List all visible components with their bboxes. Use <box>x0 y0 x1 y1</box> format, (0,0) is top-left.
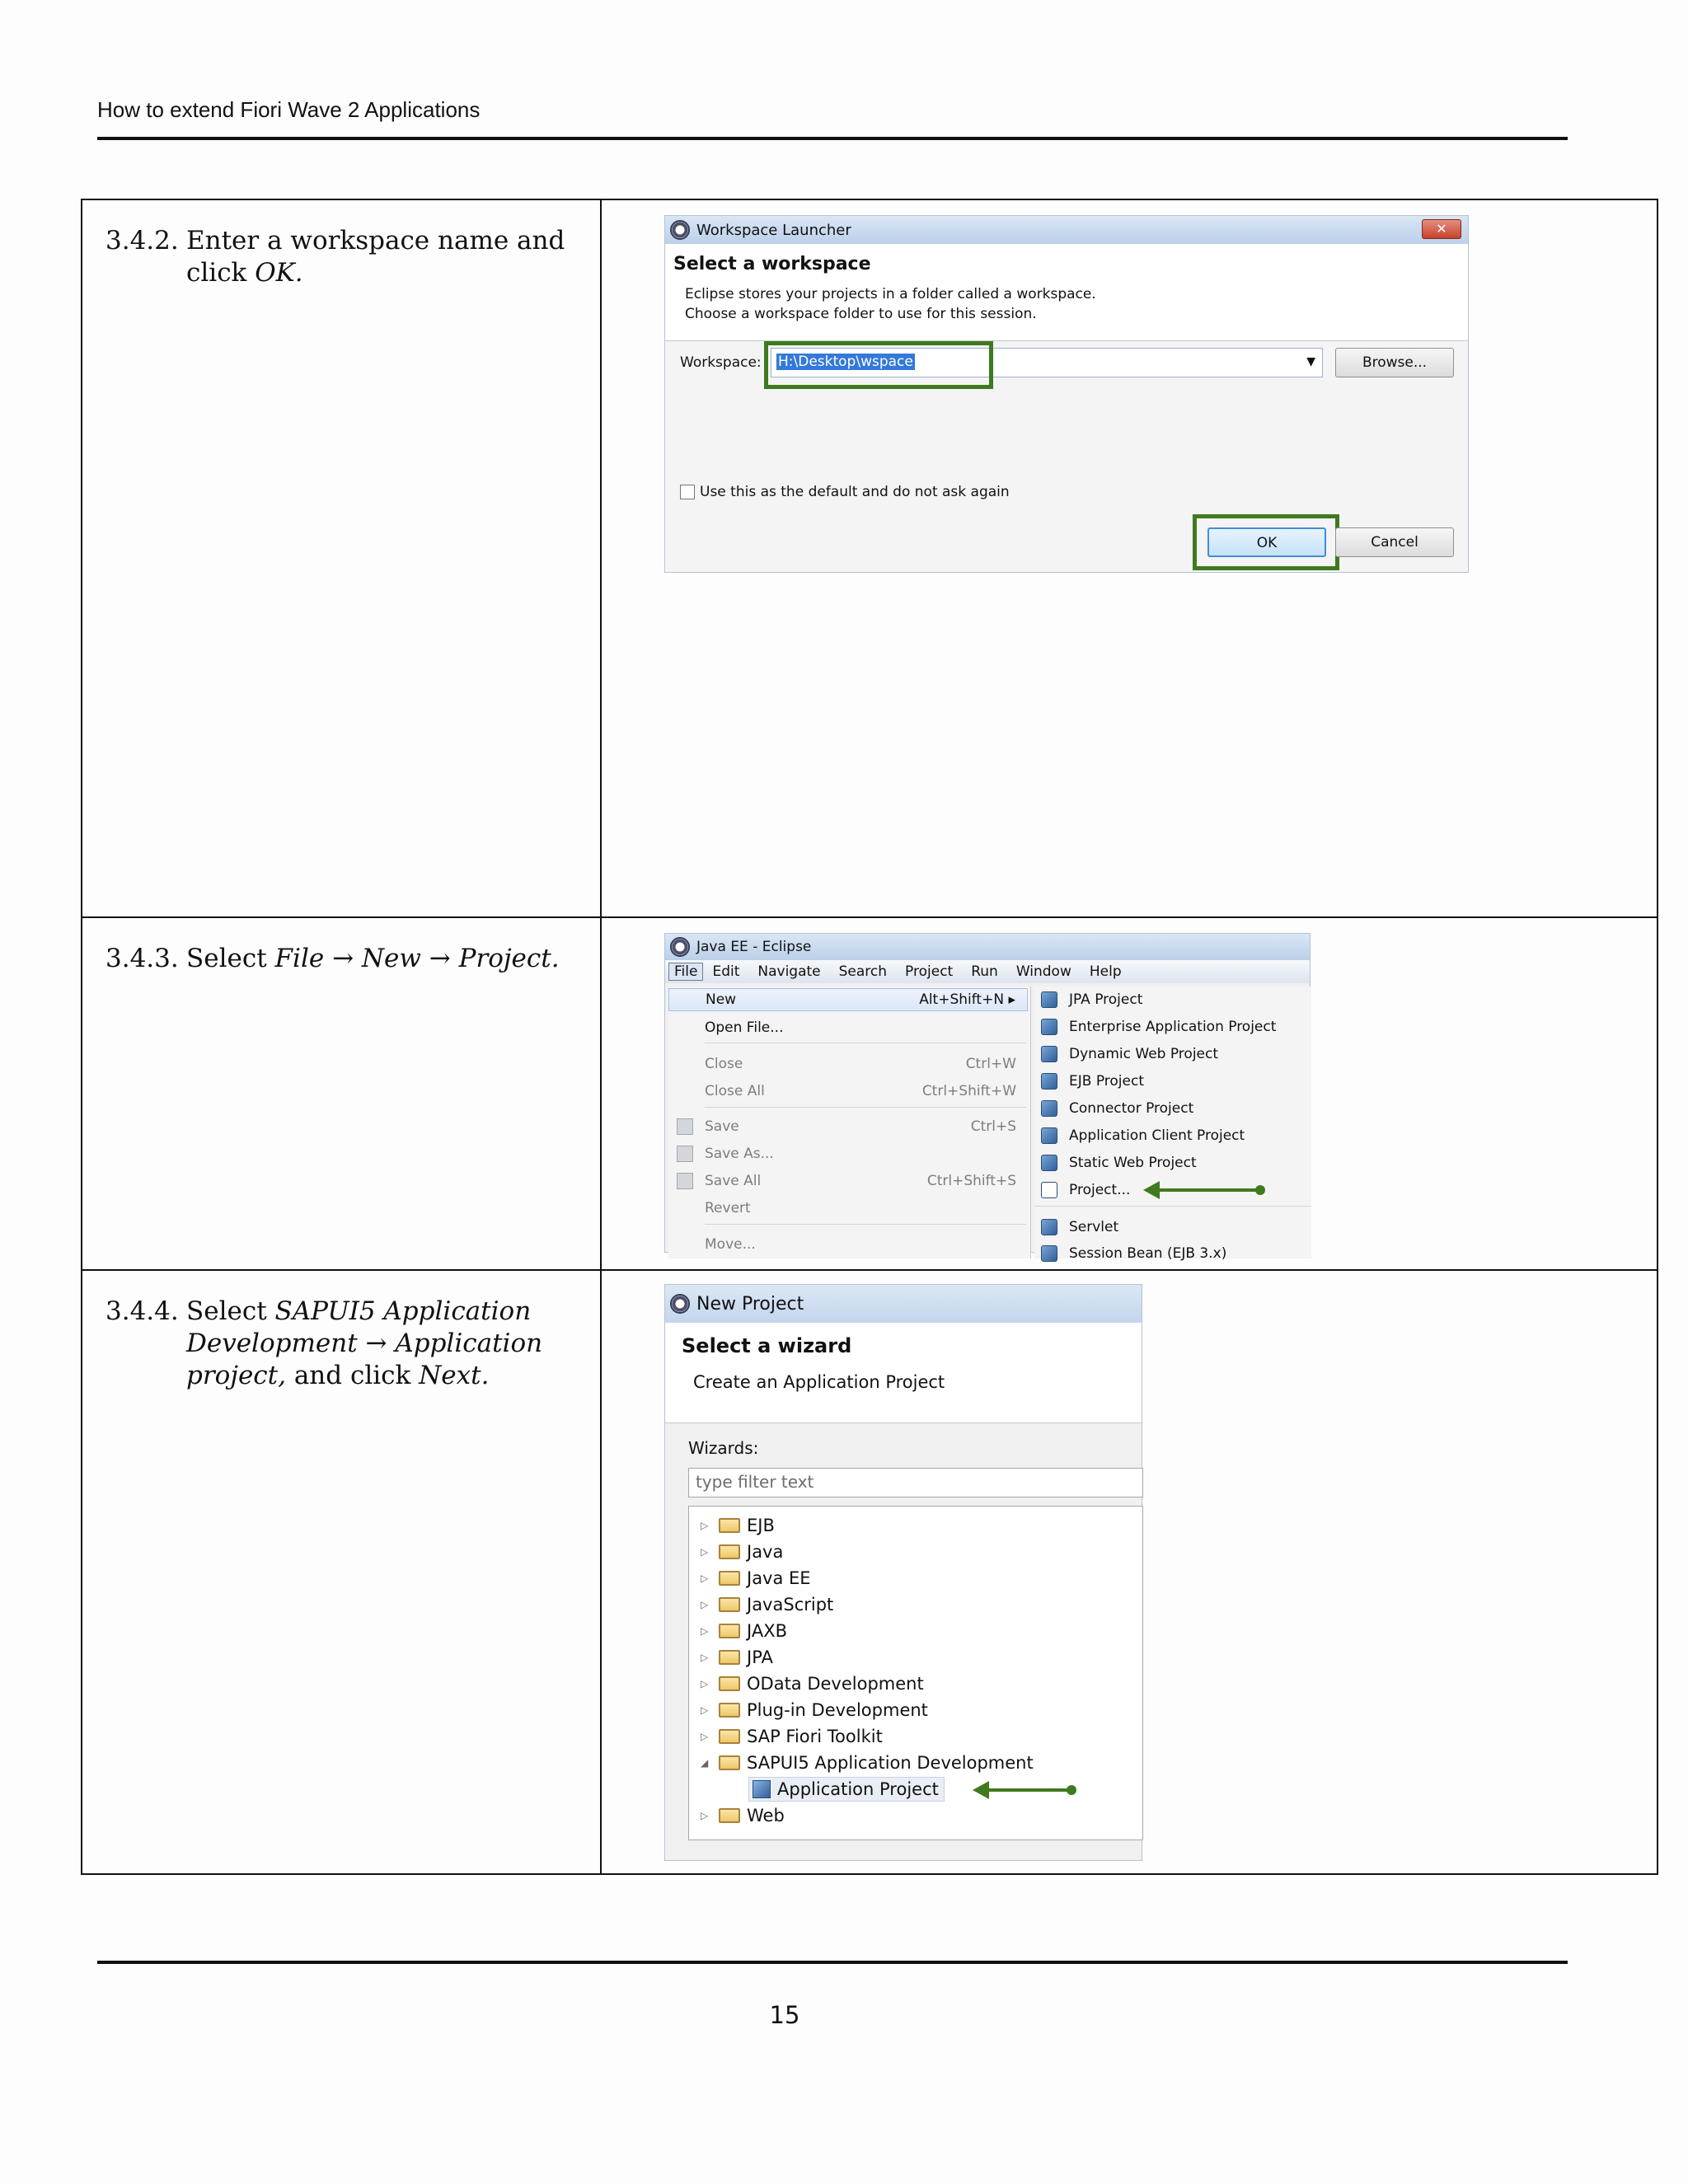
menu-item-save[interactable] <box>668 1115 1028 1138</box>
step-description <box>82 917 601 1270</box>
menu-item-label: Open File... <box>705 1019 784 1036</box>
submenu-item-label: Session Bean (EJB 3.x) <box>1069 1245 1227 1262</box>
wizard-tree <box>688 1506 1143 1840</box>
menu-help[interactable]: Help <box>1089 963 1122 980</box>
submenu-item-label: Servlet <box>1069 1219 1119 1235</box>
step-emphasis: OK. <box>255 258 303 288</box>
project-icon <box>1041 1019 1057 1035</box>
submenu-item-app-client-project[interactable] <box>1034 1124 1245 1147</box>
tree-item-label: Plug-in Development <box>747 1700 928 1720</box>
dialog-heading: Select a workspace <box>673 254 871 274</box>
step-emphasis: Next. <box>419 1361 490 1390</box>
menu-item-label: Close All <box>705 1083 765 1099</box>
tree-item-label: EJB <box>747 1516 775 1535</box>
collapse-icon[interactable]: ◢ <box>701 1757 709 1769</box>
submenu-item-label: Enterprise Application Project <box>1069 1019 1277 1035</box>
submenu-item-ejb-project[interactable] <box>1034 1070 1144 1093</box>
menu-item-shortcut: Ctrl+W <box>965 1056 1016 1072</box>
step-row <box>82 199 1658 917</box>
menu-project[interactable]: Project <box>905 963 954 980</box>
dialog-description-2: Choose a workspace folder to use for this session. <box>685 306 1037 322</box>
default-checkbox[interactable] <box>680 485 695 499</box>
submenu-item-dynamic-web-project[interactable] <box>1034 1043 1218 1066</box>
tree-item-application-project[interactable] <box>748 1777 945 1802</box>
menu-file[interactable]: File <box>668 963 703 981</box>
eclipse-icon <box>670 1294 690 1314</box>
project-icon <box>1041 1155 1057 1171</box>
page-number: 15 <box>769 2001 800 2029</box>
tree-item-label: OData Development <box>747 1674 924 1694</box>
menu-item-label: Move... <box>705 1236 756 1253</box>
expand-icon[interactable]: ▷ <box>701 1678 709 1690</box>
tree-item-odata-development[interactable] <box>701 1671 924 1696</box>
arrow-glyph: → <box>357 1329 396 1358</box>
step-row <box>82 1270 1658 1874</box>
expand-icon[interactable]: ▷ <box>701 1731 709 1742</box>
tree-item-ejb[interactable] <box>701 1513 775 1538</box>
menu-window[interactable]: Window <box>1015 963 1071 980</box>
workspace-launcher-dialog <box>664 215 1469 573</box>
submenu-item-static-web-project[interactable] <box>1034 1151 1197 1174</box>
submenu-item-label: JPA Project <box>1069 991 1143 1008</box>
folder-open-icon <box>719 1755 740 1770</box>
step-text: Enter a workspace name and click <box>186 226 565 288</box>
dialog-description-1: Eclipse stores your projects in a folder called a workspace. <box>685 286 1096 302</box>
submenu-item-servlet[interactable] <box>1034 1216 1118 1239</box>
application-project-icon <box>753 1780 771 1798</box>
steps-table <box>81 199 1658 1875</box>
menu-item-label: New <box>706 991 737 1008</box>
expand-icon[interactable]: ▷ <box>701 1572 709 1584</box>
eclipse-window <box>664 933 1311 1262</box>
tree-item-jpa[interactable] <box>701 1645 773 1670</box>
menu-item-label: Save All <box>705 1173 762 1189</box>
tree-item-plugin-development[interactable] <box>701 1698 928 1722</box>
expand-icon[interactable]: ▷ <box>701 1599 709 1610</box>
submenu-item-label: EJB Project <box>1069 1073 1144 1090</box>
dialog-heading: Select a wizard <box>682 1334 852 1357</box>
close-button[interactable]: ✕ <box>1422 219 1461 239</box>
servlet-icon <box>1041 1219 1057 1235</box>
ok-highlight-box <box>1193 514 1339 570</box>
submenu-item-session-bean[interactable] <box>1034 1242 1226 1265</box>
submenu-item-label: Connector Project <box>1069 1100 1194 1117</box>
tree-item-label: JavaScript <box>747 1595 834 1615</box>
workspace-label: Workspace: <box>680 354 762 371</box>
eclipse-icon <box>670 937 690 957</box>
step-emphasis: SAPUI5 Application Development <box>186 1296 532 1358</box>
eclipse-icon <box>670 220 690 240</box>
dialog-subheading: Create an Application Project <box>693 1372 945 1392</box>
project-icon <box>1041 1182 1057 1198</box>
submenu-item-label: Static Web Project <box>1069 1155 1197 1171</box>
step-row <box>82 917 1658 1270</box>
tree-item-label: SAPUI5 Application Development <box>747 1753 1034 1773</box>
step-emphasis: Application project, <box>186 1329 543 1390</box>
page-header-title: How to extend Fiori Wave 2 Applications <box>97 97 481 122</box>
folder-icon <box>719 1544 740 1559</box>
tree-item-sapui5-app-development[interactable] <box>701 1750 1034 1775</box>
step-emphasis: Project. <box>458 944 560 973</box>
step-text: and click <box>285 1361 420 1390</box>
wizards-label: Wizards: <box>688 1438 759 1458</box>
tree-item-label: SAP Fiori Toolkit <box>747 1727 883 1746</box>
folder-icon <box>719 1518 740 1533</box>
bean-icon <box>1041 1245 1057 1262</box>
folder-icon <box>719 1808 740 1823</box>
submenu-item-jpa-project[interactable] <box>1034 988 1142 1011</box>
new-submenu <box>1034 987 1311 1262</box>
tree-item-jaxb[interactable] <box>701 1619 787 1643</box>
submenu-item-label: Dynamic Web Project <box>1069 1046 1219 1062</box>
submenu-item-enterprise-app-project[interactable] <box>1034 1015 1276 1038</box>
expand-icon[interactable]: ▷ <box>701 1652 709 1663</box>
project-icon <box>1041 1100 1057 1117</box>
menu-item-shortcut: Ctrl+Shift+S <box>926 1173 1016 1189</box>
menu-item-open-file[interactable] <box>668 1016 1028 1039</box>
tree-item-label: JPA <box>747 1647 773 1667</box>
file-menu <box>668 987 1031 1258</box>
step-description <box>82 1270 601 1874</box>
workspace-highlight-box <box>764 341 993 389</box>
menu-item-close[interactable] <box>668 1052 1028 1076</box>
menu-item-shortcut: Ctrl+S <box>970 1118 1016 1135</box>
menu-item-shortcut: Ctrl+Shift+W <box>921 1083 1016 1099</box>
menu-separator <box>705 1224 1026 1225</box>
step-text: Select <box>186 1296 275 1326</box>
folder-icon <box>719 1571 740 1586</box>
folder-icon <box>719 1650 740 1665</box>
step-emphasis: New <box>361 944 421 973</box>
browse-button[interactable]: Browse... <box>1335 348 1454 377</box>
menu-item-label: Save As... <box>705 1146 774 1162</box>
project-icon <box>1041 1073 1057 1090</box>
ok-button[interactable]: OK <box>1207 527 1326 557</box>
menu-item-move[interactable] <box>668 1233 1028 1256</box>
folder-icon <box>719 1597 740 1612</box>
expand-icon[interactable]: ▷ <box>701 1704 709 1716</box>
workspace-input-value[interactable]: H:\Desktop\wspace <box>778 354 913 370</box>
tree-item-label: Web <box>747 1806 785 1825</box>
window-title: Java EE - Eclipse <box>696 939 812 955</box>
pointer-arrow-icon <box>1158 1188 1262 1192</box>
project-icon <box>1041 991 1057 1008</box>
menu-item-label: Close <box>705 1056 743 1072</box>
menu-item-save-as[interactable] <box>668 1142 1028 1165</box>
menu-item-shortcut: Alt+Shift+N ▸ <box>919 991 1015 1008</box>
cancel-button[interactable]: Cancel <box>1335 527 1454 557</box>
menu-item-save-all[interactable] <box>668 1169 1028 1193</box>
menu-navigate[interactable]: Navigate <box>757 963 821 980</box>
expand-icon[interactable]: ▷ <box>701 1625 709 1637</box>
menu-separator <box>1034 1206 1311 1207</box>
dialog-title: Workspace Launcher <box>696 221 851 239</box>
submenu-item-label: Project... <box>1069 1182 1131 1198</box>
step-emphasis: File <box>274 944 325 973</box>
project-icon <box>1041 1046 1057 1062</box>
tree-item-web[interactable] <box>701 1803 785 1828</box>
submenu-item-label: Application Client Project <box>1069 1127 1245 1144</box>
expand-icon[interactable]: ▷ <box>701 1810 709 1821</box>
submenu-item-connector-project[interactable] <box>1034 1097 1193 1120</box>
tree-item-label: JAXB <box>747 1621 787 1641</box>
filter-input[interactable]: type filter text <box>688 1468 1143 1497</box>
menu-edit[interactable]: Edit <box>712 963 740 980</box>
step-number: 3.4.4. <box>106 1296 179 1326</box>
expand-icon[interactable]: ▷ <box>701 1546 709 1558</box>
expand-icon[interactable]: ▷ <box>701 1520 709 1531</box>
step-text: Select <box>186 944 275 973</box>
tree-item-java[interactable] <box>701 1540 783 1564</box>
folder-icon <box>719 1676 740 1691</box>
menu-run[interactable]: Run <box>971 963 998 980</box>
step-number: 3.4.3. <box>106 944 179 973</box>
menu-item-label: Save <box>705 1118 739 1135</box>
step-number: 3.4.2. <box>106 226 179 255</box>
dialog-title: New Project <box>696 1293 804 1315</box>
step-screenshot <box>601 199 1658 917</box>
arrow-glyph: → <box>420 944 459 973</box>
step-description <box>82 199 601 917</box>
dropdown-arrow-icon[interactable]: ▼ <box>1306 355 1315 368</box>
folder-icon <box>719 1729 740 1744</box>
menu-item-new[interactable] <box>668 988 1028 1011</box>
tree-item-java-ee[interactable] <box>701 1566 811 1591</box>
menu-item-label: Revert <box>705 1200 751 1216</box>
submenu-item-project[interactable] <box>1034 1179 1130 1202</box>
tree-item-label: Java EE <box>747 1568 811 1588</box>
folder-icon <box>719 1624 740 1638</box>
step-screenshot <box>601 917 1658 1270</box>
tree-item-label: Java <box>747 1542 784 1562</box>
project-icon <box>1041 1127 1057 1144</box>
folder-icon <box>719 1703 740 1718</box>
menu-item-revert[interactable] <box>668 1197 1028 1220</box>
default-checkbox-label: Use this as the default and do not ask again <box>700 484 1010 500</box>
menu-item-close-all[interactable] <box>668 1080 1028 1103</box>
arrow-glyph: → <box>324 944 362 973</box>
step-screenshot <box>601 1270 1658 1874</box>
menu-search[interactable]: Search <box>838 963 888 980</box>
footer-rule <box>97 1961 1568 1964</box>
header-rule <box>97 137 1568 140</box>
tree-item-label: Application Project <box>777 1779 939 1799</box>
menu-separator <box>705 1107 1026 1108</box>
tree-item-javascript[interactable] <box>701 1592 833 1617</box>
new-project-dialog <box>664 1284 1142 1861</box>
menu-bar <box>665 960 1310 983</box>
pointer-arrow-icon <box>987 1788 1073 1792</box>
tree-item-sap-fiori-toolkit[interactable] <box>701 1724 883 1749</box>
